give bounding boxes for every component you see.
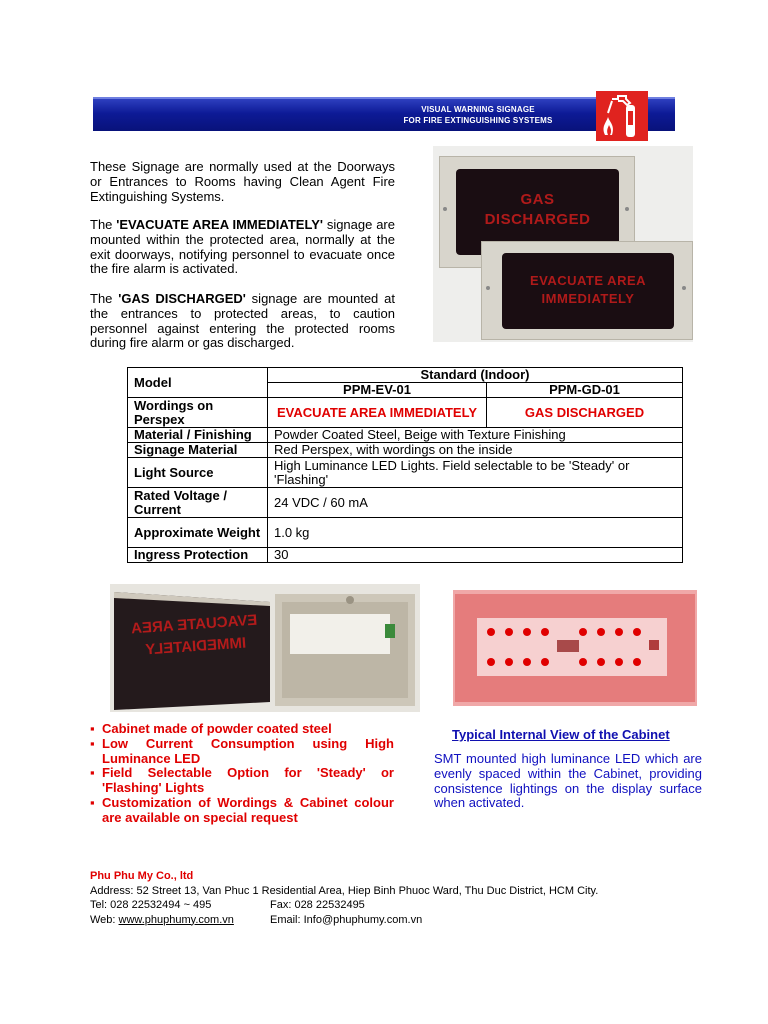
evacuate-area-plate	[502, 253, 674, 329]
row-label: Approximate Weight	[128, 518, 268, 548]
evacuate-sign-line2: IMMEDIATELY	[541, 291, 635, 306]
row-label: Material / Finishing	[128, 428, 268, 443]
mirrored-sign-text	[129, 610, 262, 663]
model-label: Model	[128, 368, 268, 398]
email: Email: Info@phuphumy.com.vn	[270, 913, 423, 926]
intro-paragraph-2	[90, 218, 395, 277]
led-board-graphic	[453, 590, 697, 706]
table-row	[128, 518, 683, 548]
phone-line	[90, 898, 598, 913]
list-item: ▪ Low Current Consumption using High Luminance LED	[90, 737, 394, 767]
cabinet-open-photo	[110, 584, 420, 712]
row-label: Rated Voltage / Current	[128, 488, 268, 518]
web-label: Web:	[90, 913, 119, 926]
web-line	[90, 913, 598, 928]
fax: Fax: 028 22532495	[270, 899, 365, 911]
intro-paragraph-1: These Signage are normally used at the Doorways or Entrances to Rooms having Clean Agent Fire Extinguishing Systems.	[90, 159, 395, 204]
list-item: ▪ Customization of Wordings & Cabinet colour are available on special request	[90, 796, 394, 826]
fire-extinguisher-icon	[596, 91, 648, 141]
caption-title: Typical Internal View of the Cabinet	[452, 727, 670, 742]
table-row	[128, 443, 683, 458]
p2-suffix: signage are mounted within the protected area, normally at the exit doorways, notifying personnel to evacuate once the fire alarm is activated.	[90, 217, 395, 277]
row-label: Light Source	[128, 458, 268, 488]
p3-bold: 'GAS DISCHARGED'	[118, 291, 246, 306]
row-value: 1.0 kg	[268, 518, 683, 548]
gas-sign-line1: GAS	[520, 191, 555, 208]
website-link[interactable]: www.phuphumy.com.vn	[118, 913, 234, 926]
list-item: ▪ Cabinet made of powder coated steel	[90, 722, 394, 737]
gas-sign-line2: DISCHARGED	[484, 211, 591, 228]
intro-paragraph-3	[90, 292, 395, 351]
cabinet-internal-led-photo	[453, 590, 697, 706]
row-value: Powder Coated Steel, Beige with Texture Finishing	[268, 428, 683, 443]
list-item: ▪ Field Selectable Option for 'Steady' or 'Flashing' Lights	[90, 766, 394, 796]
model-2-header: PPM-GD-01	[487, 383, 683, 398]
banner-title	[363, 104, 593, 126]
evacuate-sign-line1: EVACUATE AREA	[529, 273, 647, 288]
wording-gd: GAS DISCHARGED	[487, 398, 683, 428]
row-value: Red Perspex, with wordings on the inside	[268, 443, 683, 458]
row-value: 30	[268, 548, 683, 563]
p2-prefix: The	[90, 217, 117, 232]
header-banner	[93, 97, 675, 131]
sign-panel-front	[481, 241, 693, 340]
model-1-header: PPM-EV-01	[268, 383, 487, 398]
tel: Tel: 028 22532494 ~ 495	[90, 899, 212, 911]
row-label: Signage Material	[128, 443, 268, 458]
table-row	[128, 428, 683, 443]
p3-prefix: The	[90, 291, 119, 306]
company-name: Phu Phu My Co., ltd	[90, 870, 194, 882]
p3-suffix: signage are mounted at the entrances to protected areas, to caution personnel against entering the protected rooms during fire alarm or gas discharged.	[90, 291, 395, 351]
feature-list	[90, 722, 394, 826]
table-row	[128, 458, 683, 488]
row-value: 24 VDC / 60 mA	[268, 488, 683, 518]
spec-table	[127, 367, 683, 563]
mirrored-line1: EVACUATE AREA	[130, 611, 258, 638]
mirrored-line2: IMMEDIATELY	[144, 634, 247, 659]
standard-indoor-header: Standard (Indoor)	[268, 368, 683, 383]
company-address: Address: 52 Street 13, Van Phuc 1 Residential Area, Hiep Binh Phuoc Ward, Thu Duc District, HCM City.	[90, 884, 599, 897]
table-row	[128, 398, 683, 428]
row-value: High Luminance LED Lights. Field selectable to be 'Steady' or 'Flashing'	[268, 458, 683, 488]
wording-ev: EVACUATE AREA IMMEDIATELY	[268, 398, 487, 428]
table-row	[128, 548, 683, 563]
banner-title-line2: FOR FIRE EXTINGUISHING SYSTEMS	[403, 116, 553, 125]
table-row	[128, 488, 683, 518]
signage-photo	[433, 146, 693, 342]
row-label: Wordings on Perspex	[128, 398, 268, 428]
p2-bold: 'EVACUATE AREA IMMEDIATELY'	[116, 217, 323, 232]
caption-body: SMT mounted high luminance LED which are evenly spaced within the Cabinet, providing consistence lightings on the display surface when activated.	[434, 751, 702, 811]
footer	[90, 869, 598, 927]
banner-title-line1: VISUAL WARNING SIGNAGE	[421, 105, 535, 114]
row-label: Ingress Protection	[128, 548, 268, 563]
